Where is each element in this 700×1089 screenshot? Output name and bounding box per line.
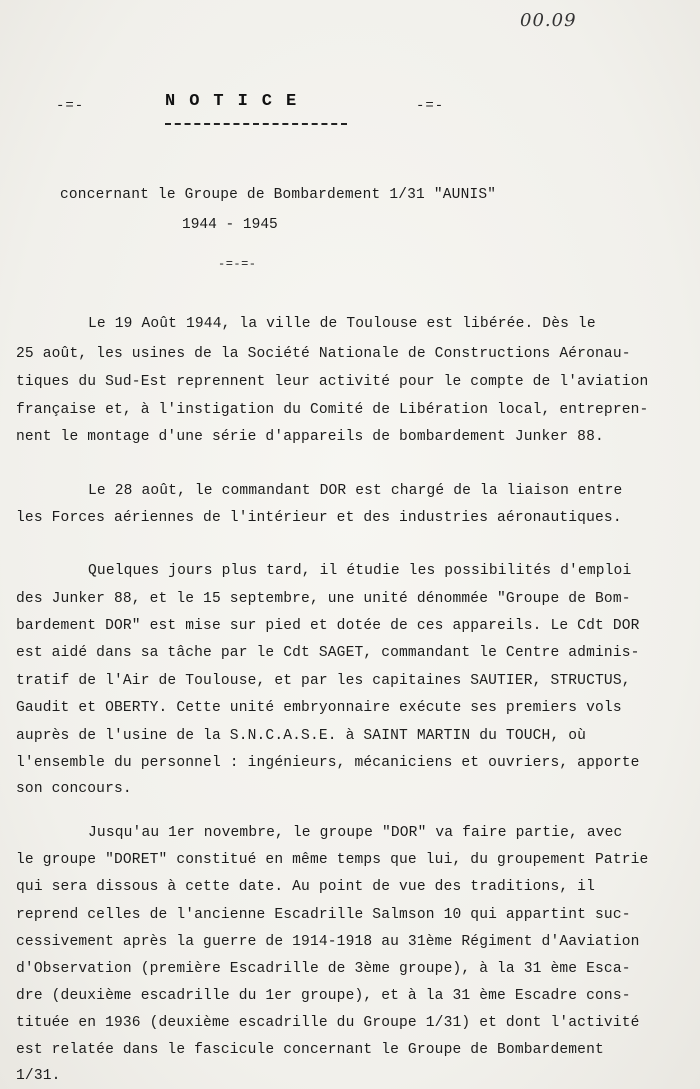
paragraph-line: 25 août, les usines de la Société Nationale de Constructions Aéronau- — [16, 346, 631, 362]
paragraph-line: bardement DOR" est mise sur pied et dotée de ces appareils. Le Cdt DOR — [16, 618, 640, 634]
paragraph-line: qui sera dissous à cette date. Au point de vue des traditions, il — [16, 879, 595, 895]
title-underline — [165, 123, 347, 125]
paragraph-line: les Forces aériennes de l'intérieur et des industries aéronautiques. — [16, 510, 622, 526]
paragraph-line: tratif de l'Air de Toulouse, et par les capitaines SAUTIER, STRUCTUS, — [16, 673, 631, 689]
paragraph-line: Jusqu'au 1er novembre, le groupe "DOR" va faire partie, avec — [88, 825, 623, 841]
paragraph-line: nent le montage d'une série d'appareils de bombardement Junker 88. — [16, 429, 604, 445]
paragraph-line: le groupe "DORET" constitué en même temps que lui, du groupement Patrie — [16, 852, 649, 868]
document-title: NOTICE — [165, 92, 311, 111]
paragraph-line: des Junker 88, et le 15 septembre, une unité dénommée "Groupe de Bom- — [16, 591, 631, 607]
paragraph-line: tiques du Sud-Est reprennent leur activité pour le compte de l'aviation — [16, 374, 649, 390]
paragraph-line: Le 28 août, le commandant DOR est chargé de la liaison entre — [88, 483, 623, 499]
document-years: 1944 - 1945 — [182, 217, 278, 233]
paragraph-line: tituée en 1936 (deuxième escadrille du Groupe 1/31) et dont l'activité — [16, 1015, 640, 1031]
heading-right-ornament: -=- — [416, 98, 445, 114]
paragraph-line: reprend celles de l'ancienne Escadrille Salmson 10 qui appartint suc- — [16, 907, 631, 923]
heading-left-ornament: -=- — [56, 98, 85, 114]
paragraph-line: d'Observation (première Escadrille de 3ème groupe), à la 31 ème Esca- — [16, 961, 631, 977]
heading — [0, 88, 700, 128]
archive-number: 00.09 — [520, 10, 577, 31]
document-subtitle: concernant le Groupe de Bombardement 1/31 "AUNIS" — [60, 187, 497, 203]
paragraph-line: 1/31. — [16, 1068, 61, 1084]
paragraph-line: française et, à l'instigation du Comité de Libération local, entrepren- — [16, 402, 649, 418]
paragraph-line: est aidé dans sa tâche par le Cdt SAGET, commandant le Centre adminis- — [16, 645, 640, 661]
paragraph-line: Le 19 Août 1944, la ville de Toulouse est libérée. Dès le — [88, 316, 596, 332]
paragraph-line: cessivement après la guerre de 1914-1918 au 31ème Régiment d'Aaviation — [16, 934, 640, 950]
section-separator: -=-=- — [218, 257, 257, 271]
paragraph-line: Quelques jours plus tard, il étudie les possibilités d'emploi — [88, 563, 632, 579]
paragraph-line: l'ensemble du personnel : ingénieurs, mécaniciens et ouvriers, apporte — [16, 755, 640, 771]
paragraph-line: est relatée dans le fascicule concernant le Groupe de Bombardement — [16, 1042, 604, 1058]
paragraph-line: dre (deuxième escadrille du 1er groupe), et à la 31 ème Escadre cons- — [16, 988, 631, 1004]
paragraph-line: son concours. — [16, 781, 132, 797]
paragraph-line: auprès de l'usine de la S.N.C.A.S.E. à SAINT MARTIN du TOUCH, où — [16, 728, 587, 744]
paragraph-line: Gaudit et OBERTY. Cette unité embryonnaire exécute ses premiers vols — [16, 700, 622, 716]
